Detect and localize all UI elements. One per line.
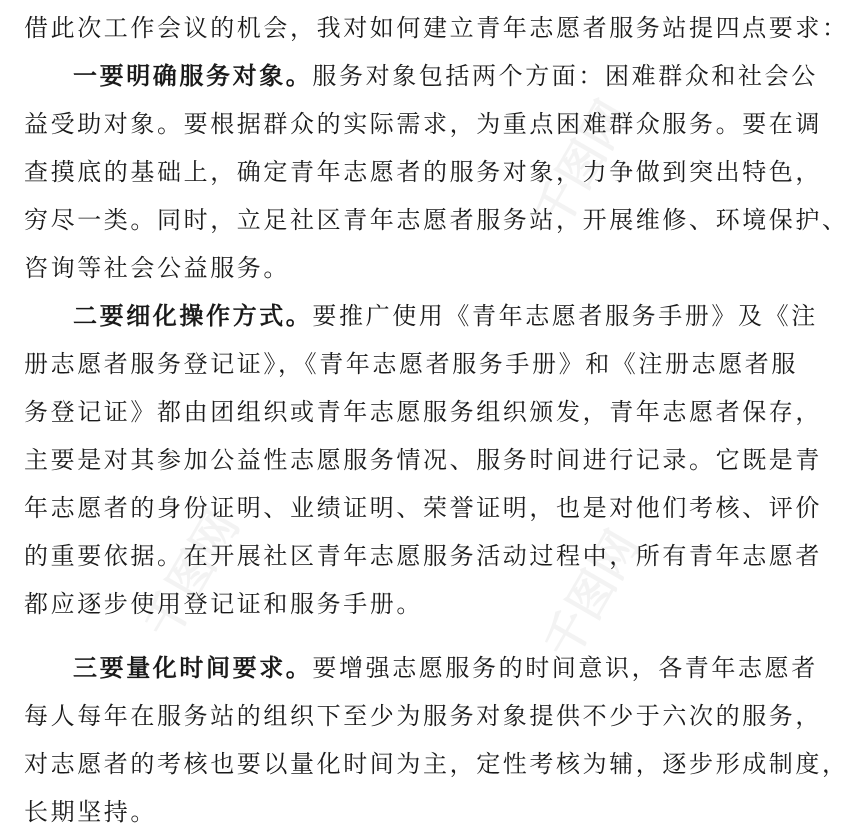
point2-first-line	[24, 292, 818, 340]
point3-line: 每人每年在服务站的组织下至少为服务对象提供不少于六次的服务，	[24, 702, 822, 730]
point1-text: 服务对象包括两个方面：困难群众和社会公	[312, 62, 818, 90]
point3-heading: 三要量化时间要求。	[73, 654, 313, 682]
point1-line: 查摸底的基础上，确定青年志愿者的服务对象，力争做到突出特色，	[24, 158, 822, 186]
watermark: 千图网	[133, 501, 250, 648]
point1-heading: 一要明确服务对象。	[73, 62, 313, 90]
point1-line: 穷尽一类。同时，立足社区青年志愿者服务站，开展维修、环境保护、	[24, 206, 849, 234]
point3-line: 对志愿者的考核也要以量化时间为主，定性考核为辅，逐步形成制度，	[24, 750, 849, 778]
point3-first-line	[24, 644, 818, 692]
point1-line: 益受助对象。要根据群众的实际需求，为重点困难群众服务。要在调	[24, 110, 822, 138]
intro-line: 借此次工作会议的机会，我对如何建立青年志愿者服务站提四点要求：	[24, 14, 849, 42]
point2-line: 都应逐步使用登记证和服务手册。	[24, 590, 423, 618]
point1-line: 咨询等社会公益服务。	[24, 254, 290, 282]
point2-text: 要推广使用《青年志愿者服务手册》及《注	[312, 302, 818, 330]
point1-first-line	[24, 52, 818, 100]
point2-line: 册志愿者服务登记证》，《青年志愿者服务手册》和《注册志愿者服	[24, 350, 798, 378]
point2-line: 主要是对其参加公益性志愿服务情况、服务时间进行记录。它既是青	[24, 446, 822, 474]
point2-heading: 二要细化操作方式。	[73, 302, 313, 330]
point2-line: 年志愿者的身份证明、业绩证明、荣誉证明，也是对他们考核、评价	[24, 494, 822, 522]
point3-line: 长期坚持。	[24, 798, 157, 826]
watermark: 千图网	[523, 91, 640, 238]
point3-text: 要增强志愿服务的时间意识，各青年志愿者	[312, 654, 818, 682]
point2-line: 务登记证》都由团组织或青年志愿服务组织颁发，青年志愿者保存，	[24, 398, 822, 426]
watermark: 千图网	[533, 521, 650, 668]
point2-line: 的重要依据。在开展社区青年志愿服务活动过程中，所有青年志愿者	[24, 542, 822, 570]
